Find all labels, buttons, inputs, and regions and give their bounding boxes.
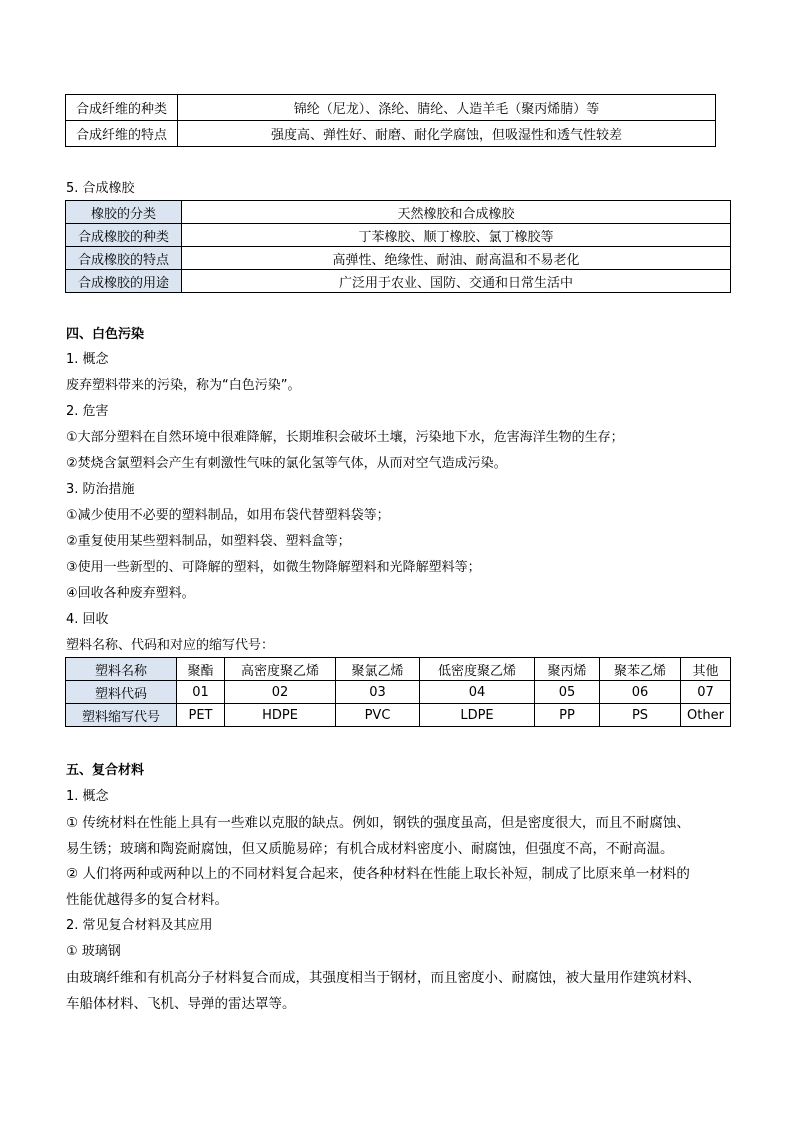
- synthetic-rubber-table: [65, 200, 731, 293]
- row-value: 广泛用于农业、国防、交通和日常生活中: [182, 270, 731, 293]
- table-row: [66, 681, 731, 704]
- list-item: ①减少使用不必要的塑料制品，如用布袋代替塑料袋等；: [66, 508, 390, 523]
- subheading: 2. 危害: [66, 404, 109, 419]
- subheading: 2. 常见复合材料及其应用: [66, 918, 213, 933]
- table-cell: 03: [336, 681, 420, 704]
- table-row: [66, 95, 716, 121]
- table-row: [66, 224, 731, 247]
- paragraph-line: 车船体材料、飞机、导弹的雷达罩等。: [66, 996, 296, 1012]
- row-label: 塑料名称: [66, 658, 177, 681]
- table-cell: 06: [600, 681, 681, 704]
- row-label: 塑料缩写代号: [66, 704, 177, 727]
- table-cell: 聚酯: [177, 658, 225, 681]
- row-value: 丁苯橡胶、顺丁橡胶、氯丁橡胶等: [182, 224, 731, 247]
- table-cell: 05: [535, 681, 600, 704]
- table-cell: LDPE: [420, 704, 535, 727]
- subheading: 1. 概念: [66, 789, 109, 804]
- paragraph: 废弃塑料带来的污染，称为“白色污染”。: [66, 378, 301, 393]
- row-value: 锦纶（尼龙）、涤纶、腈纶、人造羊毛（聚丙烯腈）等: [178, 95, 716, 121]
- table-cell: 聚丙烯: [535, 658, 600, 681]
- list-item: ④回收各种废弃塑料。: [66, 586, 195, 601]
- synthetic-fiber-table: [65, 94, 716, 147]
- paragraph-line: 易生锈；玻璃和陶瓷耐腐蚀，但又质脆易碎；有机合成材料密度小、耐腐蚀，但强度不高，不耐高温。: [66, 841, 674, 857]
- table-cell: 高密度聚乙烯: [225, 658, 336, 681]
- row-label: 合成橡胶的用途: [66, 270, 182, 293]
- row-value: 高弹性、绝缘性、耐油、耐高温和不易老化: [182, 247, 731, 270]
- section-title: 四、白色污染: [66, 327, 145, 342]
- paragraph-line: 性能优越得多的复合材料。: [66, 892, 228, 908]
- table-cell: PP: [535, 704, 600, 727]
- table-cell: 01: [177, 681, 225, 704]
- table-cell: 其他: [681, 658, 731, 681]
- list-item: ②焚烧含氯塑料会产生有刺激性气味的氯化氢等气体，从而对空气造成污染。: [66, 456, 507, 471]
- row-label: 塑料代码: [66, 681, 177, 704]
- row-label: 合成纤维的特点: [66, 121, 178, 147]
- table-cell: 聚苯乙烯: [600, 658, 681, 681]
- table-cell: 07: [681, 681, 731, 704]
- row-label: 合成橡胶的特点: [66, 247, 182, 270]
- subheading: 3. 防治措施: [66, 482, 135, 497]
- table-cell: PS: [600, 704, 681, 727]
- table-row: [66, 658, 731, 681]
- subheading: 4. 回收: [66, 612, 109, 627]
- table-row: [66, 704, 731, 727]
- paragraph-line: 由玻璃纤维和有机高分子材料复合而成，其强度相当于钢材，而且密度小、耐腐蚀，被大量用作建筑材料、: [66, 970, 701, 986]
- rubber-heading: 5. 合成橡胶: [66, 181, 135, 196]
- table-cell: HDPE: [225, 704, 336, 727]
- plastic-code-table: [65, 657, 731, 727]
- row-label: 合成纤维的种类: [66, 95, 178, 121]
- paragraph-line: ① 传统材料在性能上具有一些难以克服的缺点。例如，钢铁的强度虽高，但是密度很大，而且不耐腐蚀、: [66, 815, 690, 831]
- row-label: 合成橡胶的种类: [66, 224, 182, 247]
- list-item: ①大部分塑料在自然环境中很难降解，长期堆积会破坏土壤，污染地下水，危害海洋生物的生存；: [66, 430, 624, 445]
- table-row: [66, 121, 716, 147]
- row-value: 天然橡胶和合成橡胶: [182, 201, 731, 224]
- row-value: 强度高、弹性好、耐磨、耐化学腐蚀，但吸湿性和透气性较差: [178, 121, 716, 147]
- paragraph: 塑料名称、代码和对应的缩写代号：: [66, 638, 275, 653]
- table-cell: 02: [225, 681, 336, 704]
- list-item: ②重复使用某些塑料制品，如塑料袋、塑料盒等；: [66, 534, 351, 549]
- table-row: [66, 270, 731, 293]
- subheading: 1. 概念: [66, 352, 109, 367]
- table-cell: 04: [420, 681, 535, 704]
- table-cell: Other: [681, 704, 731, 727]
- table-row: [66, 201, 731, 224]
- table-cell: 聚氯乙烯: [336, 658, 420, 681]
- paragraph-line: ② 人们将两种或两种以上的不同材料复合起来，使各种材料在性能上取长补短，制成了比原来单一材料的: [66, 866, 690, 882]
- row-label: 橡胶的分类: [66, 201, 182, 224]
- table-cell: PET: [177, 704, 225, 727]
- section-title: 五、复合材料: [66, 763, 145, 778]
- table-cell: PVC: [336, 704, 420, 727]
- subheading: ① 玻璃钢: [66, 944, 121, 959]
- table-row: [66, 247, 731, 270]
- table-cell: 低密度聚乙烯: [420, 658, 535, 681]
- list-item: ③使用一些新型的、可降解的塑料，如微生物降解塑料和光降解塑料等；: [66, 560, 481, 575]
